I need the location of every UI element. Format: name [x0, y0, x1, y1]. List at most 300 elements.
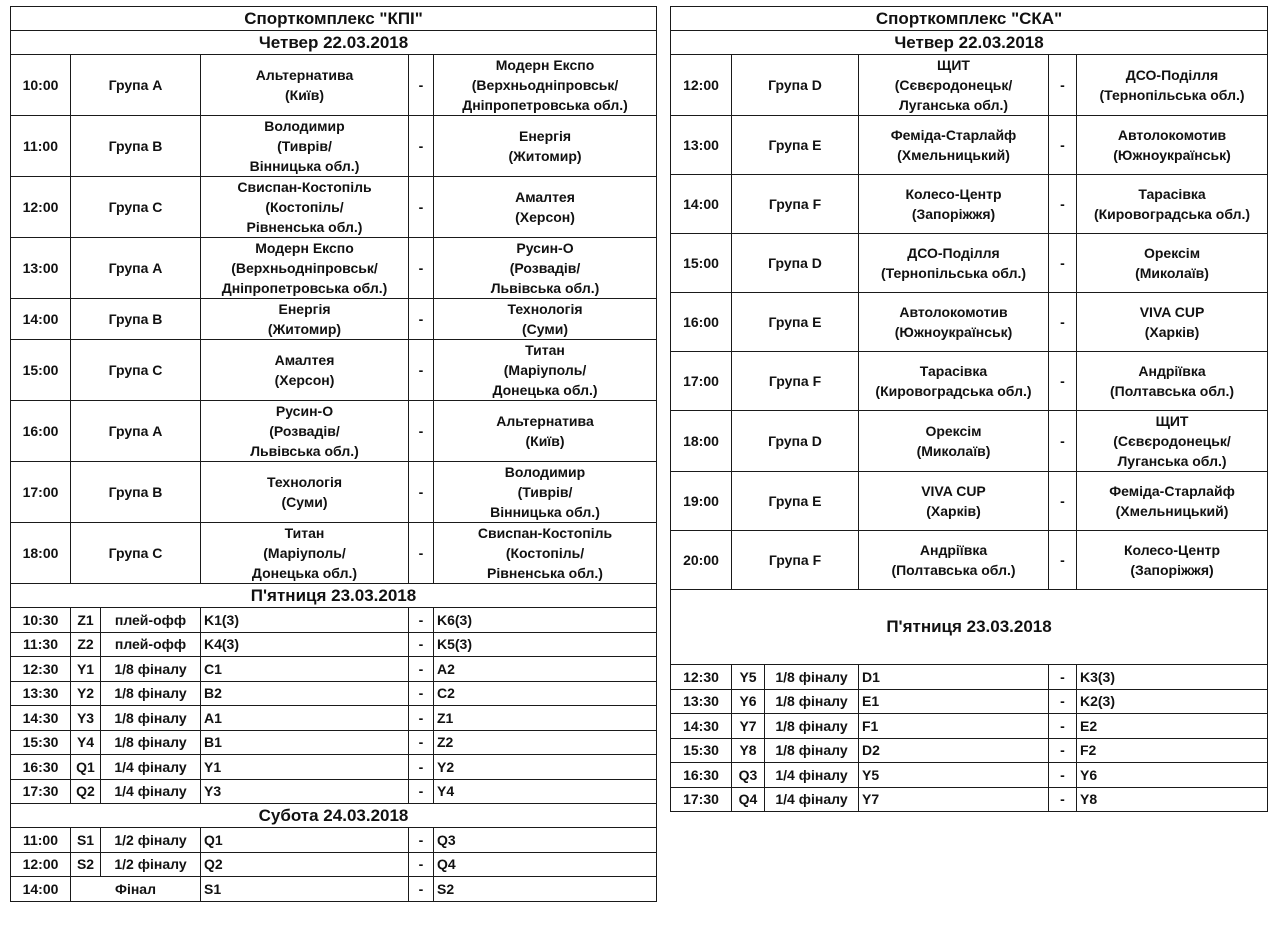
- match-group: Група D: [732, 55, 859, 116]
- away-team-line: (Южноукраїнськ): [1113, 147, 1231, 163]
- away-team-line: Вінницька обл.): [490, 504, 600, 520]
- home-team: [201, 299, 409, 340]
- match-time: 14:00: [671, 175, 732, 234]
- versus-separator: -: [409, 706, 434, 731]
- away-team-line: Технологія: [507, 301, 583, 317]
- match-row: [671, 175, 1268, 234]
- home-team-line: Орексім: [925, 423, 982, 439]
- away-team-line: (Суми): [522, 321, 568, 337]
- away-team-line: (Маріуполь/: [503, 362, 587, 378]
- home-team-line: (Тиврів/: [277, 138, 332, 154]
- away-team-line: Луганська обл.): [1117, 453, 1227, 469]
- day-header: Четвер 22.03.2018: [671, 31, 1268, 55]
- versus-separator: -: [409, 657, 434, 682]
- match-group: Група C: [71, 523, 201, 584]
- home-team-line: (Полтавська обл.): [891, 562, 1016, 578]
- match-stage: 1/8 фіналу: [101, 730, 201, 755]
- match-time: 19:00: [671, 472, 732, 531]
- match-code: Y1: [71, 657, 101, 682]
- away-team-line: Феміда-Старлайф: [1109, 483, 1235, 499]
- home-team-line: Модерн Експо: [255, 240, 354, 256]
- versus-separator: -: [409, 828, 434, 853]
- away-team-line: (Тиврів/: [517, 484, 573, 500]
- away-team-line: (Київ): [525, 433, 565, 449]
- match-group: Група A: [71, 401, 201, 462]
- match-row: [671, 352, 1268, 411]
- away-team-line: (Костопіль/: [505, 545, 585, 561]
- away-team: [434, 177, 657, 238]
- home-team-line: (Житомир): [267, 321, 342, 337]
- versus-separator: -: [1049, 116, 1077, 175]
- match-row: [11, 523, 657, 584]
- home-team-line: (Тернопільська обл.): [880, 265, 1027, 281]
- match-time: 11:00: [11, 116, 71, 177]
- away-slot: A2: [434, 657, 657, 682]
- match-row: [671, 689, 1268, 714]
- match-stage: плей-офф: [101, 608, 201, 633]
- home-team: [859, 411, 1049, 472]
- match-stage: 1/4 фіналу: [765, 787, 859, 812]
- home-slot: Y3: [201, 779, 409, 804]
- home-slot: B2: [201, 681, 409, 706]
- match-code: Y4: [71, 730, 101, 755]
- match-time: 17:00: [671, 352, 732, 411]
- match-time: 11:30: [11, 632, 71, 657]
- match-group: Група B: [71, 462, 201, 523]
- away-team: [434, 238, 657, 299]
- versus-separator: -: [409, 177, 434, 238]
- match-group: Група F: [732, 175, 859, 234]
- versus-separator: -: [409, 730, 434, 755]
- home-team-line: (Кировоградська обл.): [875, 383, 1032, 399]
- versus-separator: -: [409, 299, 434, 340]
- match-group: Група D: [732, 411, 859, 472]
- home-team: [201, 462, 409, 523]
- home-team-line: (Запоріжжя): [911, 206, 996, 222]
- away-team-line: Колесо-Центр: [1123, 542, 1221, 558]
- match-code: Z1: [71, 608, 101, 633]
- match-stage: 1/2 фіналу: [101, 828, 201, 853]
- match-stage: 1/8 фіналу: [101, 681, 201, 706]
- away-team-line: (Полтавська обл.): [1109, 383, 1235, 399]
- away-team-line: Андріївка: [1138, 363, 1206, 379]
- home-team: [859, 175, 1049, 234]
- match-time: 16:00: [11, 401, 71, 462]
- versus-separator: -: [1049, 352, 1077, 411]
- match-group: Група E: [732, 293, 859, 352]
- versus-separator: -: [1049, 665, 1077, 690]
- match-row: [11, 852, 657, 877]
- match-row: [11, 706, 657, 731]
- home-team-line: Альтернатива: [255, 67, 354, 83]
- home-team-line: Володимир: [264, 118, 345, 134]
- home-team: [201, 177, 409, 238]
- away-team-line: ЩИТ: [1155, 413, 1189, 429]
- home-team: [859, 352, 1049, 411]
- home-team-line: Свиспан-Костопіль: [237, 179, 372, 195]
- versus-separator: -: [409, 852, 434, 877]
- venue-title: Спорткомплекс "СКА": [671, 7, 1268, 31]
- away-slot: Y2: [434, 755, 657, 780]
- away-team-line: Альтернатива: [496, 413, 594, 429]
- away-team-line: (Миколаїв): [1135, 265, 1209, 281]
- home-slot: Y5: [859, 763, 1049, 788]
- home-team-line: (Херсон): [274, 372, 335, 388]
- home-team-line: Амалтея: [274, 352, 335, 368]
- match-row: [11, 299, 657, 340]
- away-slot: Y8: [1077, 787, 1268, 812]
- away-team-line: Амалтея: [515, 189, 575, 205]
- home-team-line: (Сєвєродонецьк/: [894, 77, 1013, 93]
- home-team-line: Донецька обл.): [251, 565, 358, 581]
- versus-separator: -: [409, 608, 434, 633]
- day-header: П'ятниця 23.03.2018: [671, 590, 1268, 665]
- home-team-line: (Маріуполь/: [263, 545, 346, 561]
- match-time: 20:00: [671, 531, 732, 590]
- match-row: [11, 681, 657, 706]
- home-team-line: Енергія: [278, 301, 331, 317]
- versus-separator: -: [1049, 55, 1077, 116]
- versus-separator: -: [1049, 234, 1077, 293]
- match-time: 13:30: [11, 681, 71, 706]
- home-team-line: (Київ): [284, 87, 325, 103]
- match-row: [671, 714, 1268, 739]
- away-team-line: Донецька обл.): [492, 382, 598, 398]
- match-group: Група E: [732, 472, 859, 531]
- match-code: Y2: [71, 681, 101, 706]
- versus-separator: -: [1049, 738, 1077, 763]
- match-row: [11, 632, 657, 657]
- match-time: 14:30: [11, 706, 71, 731]
- away-slot: K6(3): [434, 608, 657, 633]
- match-time: 15:30: [11, 730, 71, 755]
- home-team-line: Вінницька обл.): [249, 158, 360, 174]
- home-team-line: Львівська обл.): [250, 443, 359, 459]
- home-team-line: Дніпропетровська обл.): [221, 280, 388, 296]
- match-row: [11, 657, 657, 682]
- home-slot: S1: [201, 877, 409, 902]
- match-time: 10:00: [11, 55, 71, 116]
- match-stage: 1/8 фіналу: [765, 665, 859, 690]
- home-team: [859, 234, 1049, 293]
- match-stage: Фінал: [71, 877, 201, 902]
- match-time: 17:00: [11, 462, 71, 523]
- match-stage: 1/4 фіналу: [101, 779, 201, 804]
- match-code: S1: [71, 828, 101, 853]
- versus-separator: -: [1049, 531, 1077, 590]
- home-team-line: ДСО-Поділля: [907, 245, 1000, 261]
- home-slot: B1: [201, 730, 409, 755]
- versus-separator: -: [1049, 689, 1077, 714]
- home-slot: Q1: [201, 828, 409, 853]
- match-time: 17:30: [11, 779, 71, 804]
- match-row: [671, 787, 1268, 812]
- away-team-line: Володимир: [504, 464, 586, 480]
- away-slot: Q3: [434, 828, 657, 853]
- match-row: [671, 738, 1268, 763]
- away-team-line: ДСО-Поділля: [1125, 67, 1219, 83]
- match-time: 13:30: [671, 689, 732, 714]
- schedule-table-ska: [670, 6, 1268, 812]
- away-team-line: Дніпропетровська обл.): [462, 97, 628, 113]
- match-code: Q4: [732, 787, 765, 812]
- match-code: Y6: [732, 689, 765, 714]
- away-slot: S2: [434, 877, 657, 902]
- match-group: Група C: [71, 177, 201, 238]
- home-team-line: Луганська обл.): [898, 97, 1009, 113]
- match-stage: 1/8 фіналу: [101, 706, 201, 731]
- match-stage: плей-офф: [101, 632, 201, 657]
- away-slot: K3(3): [1077, 665, 1268, 690]
- home-team-line: Русин-О: [275, 403, 334, 419]
- away-team: [1077, 175, 1268, 234]
- away-team-line: Модерн Експо: [495, 57, 595, 73]
- home-team-line: Феміда-Старлайф: [890, 127, 1017, 143]
- home-slot: Y7: [859, 787, 1049, 812]
- away-team-line: Русин-О: [516, 240, 574, 256]
- match-group: Група E: [732, 116, 859, 175]
- versus-separator: -: [1049, 714, 1077, 739]
- match-time: 12:00: [11, 177, 71, 238]
- home-team: [859, 531, 1049, 590]
- away-slot: E2: [1077, 714, 1268, 739]
- match-time: 18:00: [671, 411, 732, 472]
- match-group: Група C: [71, 340, 201, 401]
- away-team-line: (Харків): [1144, 324, 1200, 340]
- away-team: [434, 401, 657, 462]
- away-team: [1077, 293, 1268, 352]
- away-slot: K5(3): [434, 632, 657, 657]
- match-row: [671, 665, 1268, 690]
- home-team: [859, 55, 1049, 116]
- away-team: [434, 299, 657, 340]
- away-team-line: (Херсон): [515, 209, 575, 225]
- match-time: 13:00: [11, 238, 71, 299]
- home-team-line: Колесо-Центр: [905, 186, 1002, 202]
- versus-separator: -: [1049, 175, 1077, 234]
- home-team-line: Титан: [284, 525, 325, 541]
- match-stage: 1/4 фіналу: [101, 755, 201, 780]
- home-team-line: (Южноукраїнськ): [894, 324, 1013, 340]
- home-team-line: (Розвадів/: [269, 423, 340, 439]
- match-time: 15:30: [671, 738, 732, 763]
- match-row: [671, 531, 1268, 590]
- match-row: [11, 462, 657, 523]
- away-team: [434, 116, 657, 177]
- match-row: [671, 763, 1268, 788]
- match-code: Q2: [71, 779, 101, 804]
- away-slot: Q4: [434, 852, 657, 877]
- away-team: [434, 340, 657, 401]
- away-team-line: (Кировоградська обл.): [1093, 206, 1251, 222]
- match-stage: 1/2 фіналу: [101, 852, 201, 877]
- match-row: [11, 401, 657, 462]
- away-team-line: Рівненська обл.): [487, 565, 603, 581]
- match-stage: 1/8 фіналу: [765, 714, 859, 739]
- match-time: 14:30: [671, 714, 732, 739]
- home-team-line: (Хмельницький): [897, 147, 1010, 163]
- versus-separator: -: [409, 238, 434, 299]
- home-team: [201, 55, 409, 116]
- match-row: [11, 779, 657, 804]
- match-group: Група A: [71, 238, 201, 299]
- match-row: [11, 116, 657, 177]
- versus-separator: -: [409, 55, 434, 116]
- match-stage: 1/8 фіналу: [765, 738, 859, 763]
- schedule-table-kpi: [10, 6, 657, 902]
- home-slot: K4(3): [201, 632, 409, 657]
- match-group: Група F: [732, 352, 859, 411]
- match-stage: 1/4 фіналу: [765, 763, 859, 788]
- match-group: Група A: [71, 55, 201, 116]
- home-team-line: (Суми): [281, 494, 328, 510]
- away-team-line: VIVA CUP: [1139, 304, 1205, 320]
- home-team-line: Технологія: [266, 474, 343, 490]
- home-slot: E1: [859, 689, 1049, 714]
- home-team-line: (Костопіль/: [265, 199, 344, 215]
- match-time: 15:00: [671, 234, 732, 293]
- match-time: 18:00: [11, 523, 71, 584]
- versus-separator: -: [409, 523, 434, 584]
- home-slot: D1: [859, 665, 1049, 690]
- away-slot: K2(3): [1077, 689, 1268, 714]
- home-slot: C1: [201, 657, 409, 682]
- match-time: 12:30: [11, 657, 71, 682]
- versus-separator: -: [409, 779, 434, 804]
- away-slot: C2: [434, 681, 657, 706]
- versus-separator: -: [1049, 763, 1077, 788]
- venue-title: Спорткомплекс "КПІ": [11, 7, 657, 31]
- versus-separator: -: [409, 340, 434, 401]
- home-team: [201, 238, 409, 299]
- home-team: [201, 401, 409, 462]
- away-team-line: (Сєвєродонецьк/: [1113, 433, 1231, 449]
- away-team-line: (Верхньодніпровськ/: [471, 77, 619, 93]
- away-team: [434, 523, 657, 584]
- versus-separator: -: [1049, 293, 1077, 352]
- match-code: Q1: [71, 755, 101, 780]
- home-slot: Q2: [201, 852, 409, 877]
- home-slot: K1(3): [201, 608, 409, 633]
- match-row: [671, 234, 1268, 293]
- match-group: Група D: [732, 234, 859, 293]
- away-slot: Z1: [434, 706, 657, 731]
- match-row: [11, 877, 657, 902]
- away-team-line: (Розвадів/: [509, 260, 581, 276]
- versus-separator: -: [409, 401, 434, 462]
- match-row: [11, 238, 657, 299]
- match-time: 12:00: [11, 852, 71, 877]
- away-team-line: (Житомир): [508, 148, 582, 164]
- day-header: Четвер 22.03.2018: [11, 31, 657, 55]
- match-code: Y3: [71, 706, 101, 731]
- home-slot: A1: [201, 706, 409, 731]
- home-team: [201, 116, 409, 177]
- home-team-line: VIVA CUP: [921, 483, 986, 499]
- away-team-line: Свиспан-Костопіль: [477, 525, 613, 541]
- home-team-line: (Миколаїв): [916, 443, 991, 459]
- match-code: Y8: [732, 738, 765, 763]
- match-row: [11, 828, 657, 853]
- home-slot: F1: [859, 714, 1049, 739]
- away-team-line: Орексім: [1143, 245, 1201, 261]
- home-team-line: ЩИТ: [937, 57, 970, 73]
- away-team: [434, 462, 657, 523]
- match-time: 14:00: [11, 877, 71, 902]
- match-time: 16:30: [11, 755, 71, 780]
- versus-separator: -: [409, 116, 434, 177]
- versus-separator: -: [409, 632, 434, 657]
- versus-separator: -: [409, 877, 434, 902]
- home-team-line: (Верхньодніпровськ/: [231, 260, 378, 276]
- match-row: [671, 293, 1268, 352]
- home-team-line: (Харків): [926, 503, 981, 519]
- versus-separator: -: [1049, 787, 1077, 812]
- away-team-line: Тарасівка: [1138, 186, 1206, 202]
- match-time: 15:00: [11, 340, 71, 401]
- match-code: Z2: [71, 632, 101, 657]
- away-team-line: (Тернопільська обл.): [1099, 87, 1245, 103]
- versus-separator: -: [409, 755, 434, 780]
- versus-separator: -: [409, 462, 434, 523]
- match-row: [11, 730, 657, 755]
- home-team-line: Андріївка: [919, 542, 988, 558]
- match-row: [11, 755, 657, 780]
- away-slot: Y4: [434, 779, 657, 804]
- home-team: [201, 523, 409, 584]
- match-time: 12:30: [671, 665, 732, 690]
- away-team-line: Львівська обл.): [490, 280, 600, 296]
- match-row: [671, 116, 1268, 175]
- away-team: [1077, 116, 1268, 175]
- away-team: [1077, 472, 1268, 531]
- versus-separator: -: [1049, 411, 1077, 472]
- away-team-line: Автолокомотив: [1117, 127, 1227, 143]
- away-slot: F2: [1077, 738, 1268, 763]
- home-team: [201, 340, 409, 401]
- away-team: [1077, 352, 1268, 411]
- away-team: [434, 55, 657, 116]
- match-time: 16:30: [671, 763, 732, 788]
- match-time: 10:30: [11, 608, 71, 633]
- away-team-line: (Запоріжжя): [1130, 562, 1214, 578]
- match-code: S2: [71, 852, 101, 877]
- versus-separator: -: [409, 681, 434, 706]
- home-team: [859, 116, 1049, 175]
- day-header: П'ятниця 23.03.2018: [11, 584, 657, 608]
- match-time: 12:00: [671, 55, 732, 116]
- home-team: [859, 293, 1049, 352]
- match-row: [671, 472, 1268, 531]
- home-team-line: Рівненська обл.): [246, 219, 363, 235]
- versus-separator: -: [1049, 472, 1077, 531]
- home-slot: Y1: [201, 755, 409, 780]
- away-team-line: (Хмельницький): [1115, 503, 1229, 519]
- match-time: 14:00: [11, 299, 71, 340]
- match-stage: 1/8 фіналу: [101, 657, 201, 682]
- match-row: [11, 608, 657, 633]
- home-team-line: Тарасівка: [919, 363, 988, 379]
- match-code: Y5: [732, 665, 765, 690]
- home-slot: D2: [859, 738, 1049, 763]
- away-team-line: Титан: [525, 342, 565, 358]
- match-group: Група B: [71, 299, 201, 340]
- match-row: [11, 340, 657, 401]
- away-team-line: Енергія: [518, 128, 572, 144]
- match-code: Y7: [732, 714, 765, 739]
- away-slot: Z2: [434, 730, 657, 755]
- away-slot: Y6: [1077, 763, 1268, 788]
